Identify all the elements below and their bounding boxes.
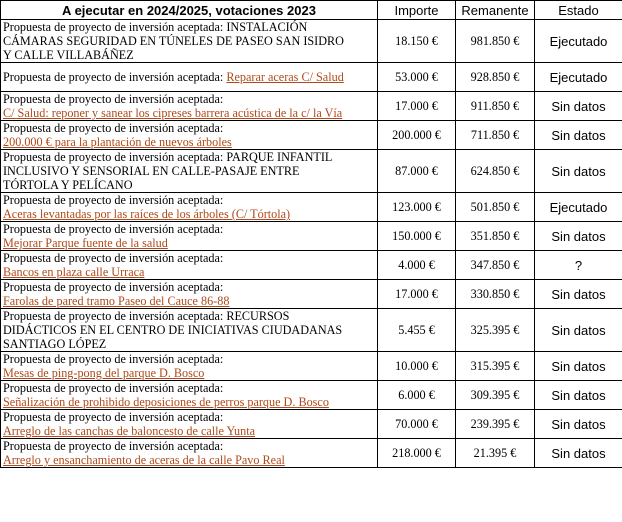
estado-cell: ? [535,251,622,280]
project-prefix: Propuesta de proyecto de inversión aceptada: [3,92,224,106]
project-title-line: CÁMARAS SEGURIDAD EN TÚNELES DE PASEO SAN ISIDRO [3,34,344,48]
table-row [1,410,622,439]
project-link[interactable]: Aceras levantadas por las raíces de los árboles (C/ Tórtola) [3,207,291,221]
remanente-cell: 330.850 € [456,280,535,309]
project-link[interactable]: Mesas de ping-pong del parque D. Bosco [3,366,205,380]
estado-cell: Sin datos [535,222,622,251]
remanente-cell: 351.850 € [456,222,535,251]
project-prefix: Propuesta de proyecto de inversión aceptada: [3,121,224,135]
importe-cell: 18.150 € [378,20,456,63]
table-row [1,309,622,352]
project-description [1,222,378,251]
remanente-cell: 624.850 € [456,150,535,193]
project-description [1,20,378,63]
project-link[interactable]: Farolas de pared tramo Paseo del Cauce 86-88 [3,294,230,308]
importe-cell: 87.000 € [378,150,456,193]
estado-cell: Ejecutado [535,20,622,63]
project-prefix: Propuesta de proyecto de inversión aceptada: [3,439,224,453]
estado-cell: Sin datos [535,410,622,439]
project-title-line: TÓRTOLA Y PELÍCANO [3,178,133,192]
table-row [1,92,622,121]
header-row [1,1,622,20]
project-description [1,193,378,222]
table-row [1,439,622,468]
project-title-line: INCLUSIVO Y SENSORIAL EN CALLE-PASAJE ENTRE [3,164,300,178]
table-row [1,381,622,410]
project-description [1,352,378,381]
project-description [1,280,378,309]
remanente-cell: 325.395 € [456,309,535,352]
estado-cell: Sin datos [535,280,622,309]
project-title-line: SANTIAGO LÓPEZ [3,337,107,351]
column-header-importe: Importe [378,1,456,20]
project-link[interactable]: Arreglo y ensanchamiento de aceras de la calle Pavo Real [3,453,285,467]
importe-cell: 6.000 € [378,381,456,410]
project-link[interactable]: Arreglo de las canchas de baloncesto de calle Yunta [3,424,255,438]
importe-cell: 10.000 € [378,352,456,381]
table-row [1,193,622,222]
project-prefix: Propuesta de proyecto de inversión aceptada: [3,410,224,424]
table-row [1,352,622,381]
estado-cell: Sin datos [535,121,622,150]
project-prefix: Propuesta de proyecto de inversión aceptada: [3,222,224,236]
project-link[interactable]: 200.000 € para la plantación de nuevos árboles [3,135,232,149]
importe-cell: 4.000 € [378,251,456,280]
remanente-cell: 928.850 € [456,63,535,92]
importe-cell: 5.455 € [378,309,456,352]
remanente-cell: 21.395 € [456,439,535,468]
remanente-cell: 347.850 € [456,251,535,280]
project-description [1,381,378,410]
remanente-cell: 501.850 € [456,193,535,222]
remanente-cell: 711.850 € [456,121,535,150]
project-link[interactable]: C/ Salud: reponer y sanear los cipreses barrera acústica de la c/ la Vía [3,106,343,120]
estado-cell: Sin datos [535,352,622,381]
table-row [1,150,622,193]
importe-cell: 17.000 € [378,92,456,121]
importe-cell: 70.000 € [378,410,456,439]
column-header-estado: Estado [535,1,622,20]
importe-cell: 53.000 € [378,63,456,92]
remanente-cell: 309.395 € [456,381,535,410]
project-prefix: Propuesta de proyecto de inversión aceptada: [3,280,224,294]
project-description [1,410,378,439]
project-prefix: Propuesta de proyecto de inversión aceptada: INSTALACIÓN [3,20,308,34]
table-row [1,63,622,92]
project-link[interactable]: Bancos en plaza calle Urraca [3,265,145,279]
project-title-line: Y CALLE VILLABÁÑEZ [3,48,134,62]
project-prefix: Propuesta de proyecto de inversión aceptada: [3,251,224,265]
project-description [1,439,378,468]
importe-cell: 150.000 € [378,222,456,251]
project-description [1,251,378,280]
project-prefix: Propuesta de proyecto de inversión aceptada: [3,352,224,366]
remanente-cell: 315.395 € [456,352,535,381]
importe-cell: 200.000 € [378,121,456,150]
estado-cell: Sin datos [535,381,622,410]
column-header-remanente: Remanente [456,1,535,20]
project-link[interactable]: Reparar aceras C/ Salud [226,70,344,84]
project-prefix: Propuesta de proyecto de inversión aceptada: [3,70,227,84]
remanente-cell: 981.850 € [456,20,535,63]
project-prefix: Propuesta de proyecto de inversión aceptada: [3,193,224,207]
project-description [1,150,378,193]
project-link[interactable]: Mejorar Parque fuente de la salud [3,236,168,250]
table-title: A ejecutar en 2024/2025, votaciones 2023 [1,1,378,20]
estado-cell: Sin datos [535,150,622,193]
remanente-cell: 911.850 € [456,92,535,121]
project-title-line: DIDÁCTICOS EN EL CENTRO DE INICIATIVAS CIUDADANAS [3,323,343,337]
project-description [1,309,378,352]
importe-cell: 218.000 € [378,439,456,468]
remanente-cell: 239.395 € [456,410,535,439]
estado-cell: Sin datos [535,439,622,468]
table-row [1,251,622,280]
importe-cell: 123.000 € [378,193,456,222]
project-description [1,121,378,150]
project-description [1,63,378,92]
estado-cell: Sin datos [535,309,622,352]
project-prefix: Propuesta de proyecto de inversión aceptada: PARQUE INFANTIL [3,150,333,164]
project-prefix: Propuesta de proyecto de inversión aceptada: [3,381,224,395]
project-link[interactable]: Señalización de prohibido deposiciones de perros parque D. Bosco [3,395,329,409]
table-row [1,280,622,309]
table-row [1,121,622,150]
table-row [1,222,622,251]
table-row [1,20,622,63]
estado-cell: Ejecutado [535,63,622,92]
project-description [1,92,378,121]
estado-cell: Sin datos [535,92,622,121]
project-prefix: Propuesta de proyecto de inversión aceptada: RECURSOS [3,309,290,323]
importe-cell: 17.000 € [378,280,456,309]
estado-cell: Ejecutado [535,193,622,222]
